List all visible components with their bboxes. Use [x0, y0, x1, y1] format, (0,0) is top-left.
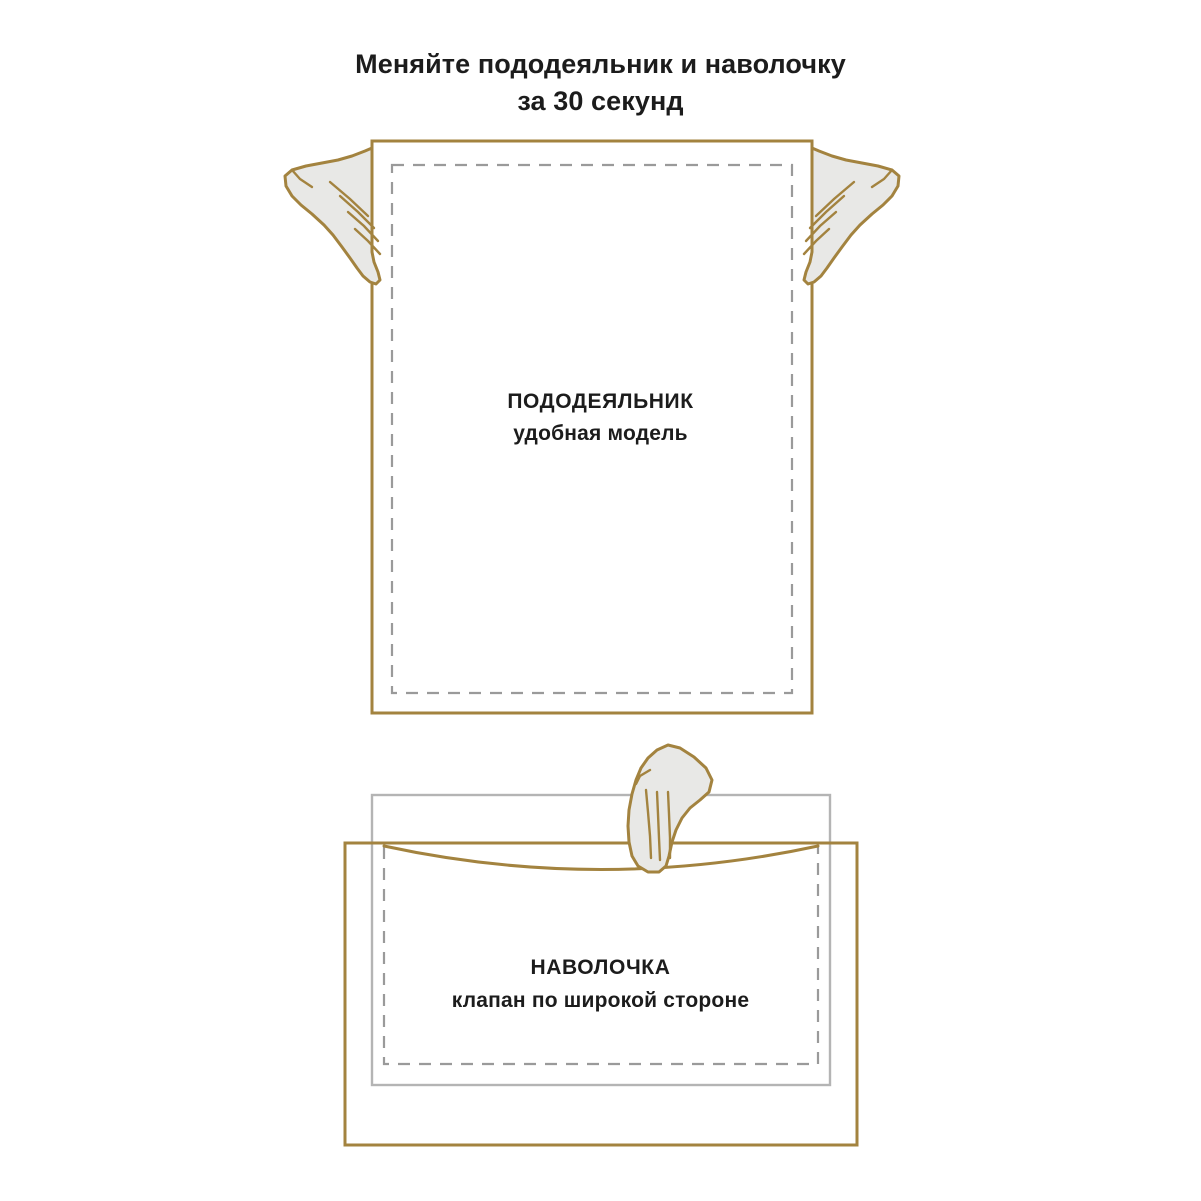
title-line-1: Меняйте пододеяльник и наволочку: [355, 49, 846, 79]
pillow-seam-dashed: [384, 847, 818, 1064]
pillow-label: НАВОЛОЧКА: [530, 956, 671, 979]
duvet-sublabel: удобная модель: [513, 421, 688, 445]
duvet-label: ПОДОДЕЯЛЬНИК: [507, 390, 694, 413]
pillow-flap-opening: [384, 846, 818, 870]
hand-grab-left-icon: [285, 148, 380, 284]
duvet-cover-group: [285, 141, 899, 713]
hand-insert-icon: [628, 745, 712, 872]
pillow-sublabel: клапан по широкой стороне: [451, 988, 750, 1012]
pillowcase-group: [345, 745, 857, 1145]
duvet-seam-dashed: [392, 165, 792, 693]
pillow-back-panel: [372, 795, 830, 1085]
hand-grab-right-icon: [804, 148, 899, 284]
title-line-2: за 30 секунд: [517, 86, 684, 117]
pillow-outline: [345, 843, 857, 1145]
duvet-outline: [372, 141, 812, 713]
